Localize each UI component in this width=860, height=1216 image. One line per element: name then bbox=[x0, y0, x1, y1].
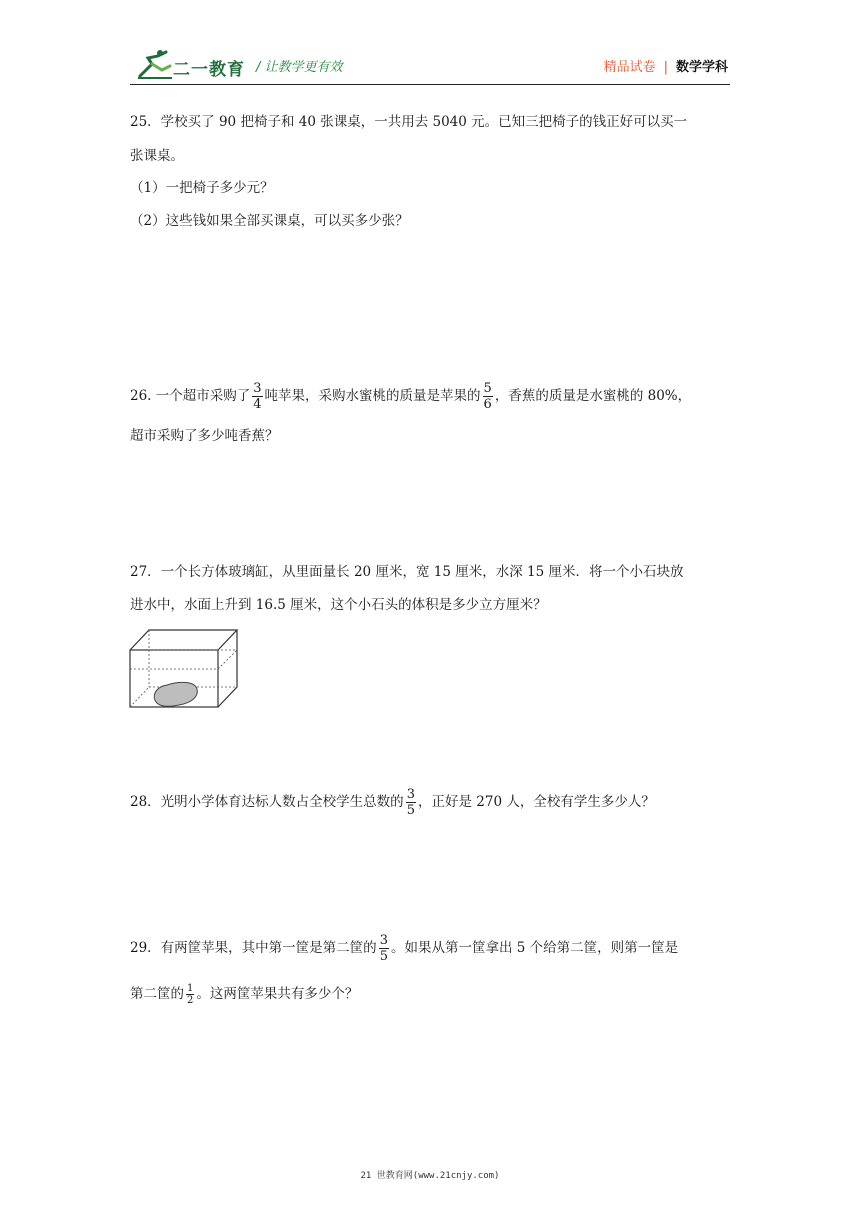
q28-text-a: 28．光明小学体育达标人数占全校学生总数的 bbox=[130, 794, 404, 810]
fraction bbox=[406, 787, 416, 818]
fraction-numerator: 5 bbox=[483, 381, 492, 396]
runner-logo-icon bbox=[136, 50, 176, 80]
header-right bbox=[604, 56, 728, 75]
fraction-numerator: 3 bbox=[406, 787, 415, 802]
q26-text-c: ，香蕉的质量是水蜜桃的 80%， bbox=[494, 388, 692, 404]
q29-line1 bbox=[130, 932, 734, 964]
glass-tank-figure bbox=[129, 627, 241, 713]
q29-text-d: 。这两筐苹果共有多少个？ bbox=[196, 986, 359, 1002]
q26-line2: 超市采购了多少吨香蕉？ bbox=[130, 428, 279, 444]
fraction-denominator: 5 bbox=[379, 949, 388, 964]
header-divider bbox=[130, 84, 730, 85]
fraction bbox=[252, 381, 262, 412]
fraction-denominator: 5 bbox=[406, 803, 415, 818]
header-separator: | bbox=[663, 60, 668, 75]
logo-text: 二一教育 bbox=[173, 60, 245, 80]
q27-line1: 27．一个长方体玻璃缸，从里面量长 20 厘米，宽 15 厘米，水深 15 厘米．将一个小石块放 bbox=[130, 564, 684, 580]
q29-text-a: 29．有两筐苹果，其中第一筐是第二筐的 bbox=[130, 940, 377, 956]
fraction-denominator: 6 bbox=[483, 397, 492, 412]
q26-line1 bbox=[130, 380, 734, 412]
q26-text-b: 吨苹果，采购水蜜桃的质量是苹果的 bbox=[264, 388, 481, 404]
fraction-denominator: 2 bbox=[187, 995, 194, 1006]
fraction bbox=[186, 983, 194, 1006]
q25-sub1: （1）一把椅子多少元？ bbox=[130, 180, 274, 196]
slogan: / 让教学更有效 bbox=[256, 60, 343, 75]
q29-line2 bbox=[130, 982, 734, 1006]
fraction-numerator: 3 bbox=[253, 381, 262, 396]
q29-text-b: 。如果从第一筐拿出 5 个给第二筐，则第一筐是 bbox=[390, 940, 679, 956]
header-label-premium: 精品试卷 bbox=[603, 60, 656, 75]
header-label-subject: 数学学科 bbox=[675, 60, 728, 75]
fraction bbox=[483, 381, 493, 412]
q28-line1 bbox=[130, 786, 734, 818]
q29-text-c: 第二筐的 bbox=[130, 986, 184, 1002]
q25-sub2: （2）这些钱如果全部买课桌，可以买多少张？ bbox=[130, 213, 409, 229]
q26-text-a: 26. 一个超市采购了 bbox=[130, 388, 251, 404]
fraction-numerator: 1 bbox=[187, 983, 194, 994]
q25-line2: 张课桌。 bbox=[130, 148, 184, 164]
page-footer: 21 世教育网(www.21cnjy.com) bbox=[360, 1171, 500, 1181]
q25-line1: 25．学校买了 90 把椅子和 40 张课桌，一共用去 5040 元。已知三把椅子的钱正好可以买一 bbox=[130, 114, 688, 130]
q28-text-b: ，正好是 270 人，全校有学生多少人？ bbox=[417, 794, 655, 810]
fraction-numerator: 3 bbox=[379, 933, 388, 948]
fraction-denominator: 4 bbox=[253, 397, 262, 412]
q27-line2: 进水中，水面上升到 16.5 厘米，这个小石头的体积是多少立方厘米？ bbox=[130, 597, 547, 613]
cuboid-tank-illustration bbox=[129, 627, 241, 709]
fraction bbox=[379, 933, 389, 964]
